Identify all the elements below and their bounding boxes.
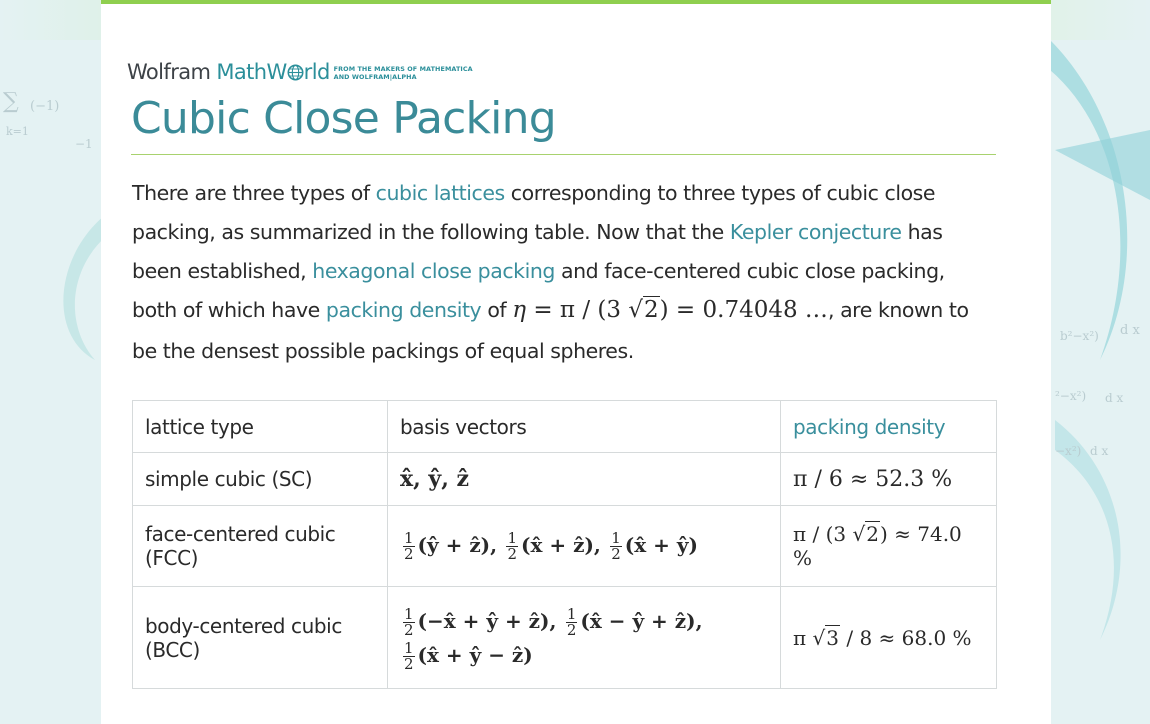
intro-text: , are known to	[827, 298, 969, 322]
header-basis-vectors: basis vectors	[388, 401, 781, 453]
density-text: ) ≈ 74.0 %	[793, 522, 962, 570]
fraction-denominator: 2	[404, 620, 414, 639]
sqrt-symbol: √3	[812, 625, 839, 650]
density-text: π / (3	[793, 522, 853, 546]
sqrt-radicand: 3	[826, 625, 839, 650]
intro-text: has	[901, 220, 943, 244]
brand-mathworld-part-b: rld	[303, 60, 330, 84]
fraction-numerator: 1	[611, 528, 621, 547]
fraction-half	[403, 604, 415, 639]
cell-lattice-type	[133, 506, 388, 587]
cubic-lattice-table	[132, 400, 997, 689]
table-row	[133, 506, 997, 587]
intro-text: and face-centered cubic close packing,	[554, 259, 945, 283]
density-text: / 8 ≈ 68.0 %	[840, 625, 972, 650]
lattice-type-text: face-centered cubic	[145, 522, 336, 546]
sqrt-symbol: √2	[628, 297, 659, 323]
intro-line-4	[132, 291, 998, 330]
article-card	[101, 0, 1051, 724]
equation-part: ) = 0.74048 …	[659, 297, 828, 323]
cell-lattice-type	[133, 453, 388, 506]
fraction-half	[403, 638, 415, 673]
fraction-half	[506, 528, 518, 563]
fraction-half	[403, 528, 415, 563]
table-header-row	[133, 401, 997, 453]
cell-lattice-type	[133, 587, 388, 689]
table-row	[133, 587, 997, 689]
page-title: Cubic Close Packing	[131, 93, 556, 144]
brand-mathworld-text	[216, 58, 329, 86]
fraction-numerator: 1	[404, 604, 414, 623]
svg-text:d x: d x	[1090, 444, 1109, 458]
cell-packing-density	[781, 506, 997, 587]
title-divider	[131, 154, 996, 155]
brand-wolfram-text: Wolfram	[127, 60, 211, 84]
site-logo[interactable]	[127, 58, 473, 86]
cell-basis-vectors	[388, 453, 781, 506]
link-hexagonal-close-packing[interactable]: hexagonal close packing	[312, 259, 555, 283]
fraction-denominator: 2	[507, 544, 518, 563]
fraction-denominator: 2	[404, 544, 414, 563]
cell-basis-vectors	[388, 506, 781, 587]
intro-line-5: be the densest possible packings of equal spheres.	[132, 339, 634, 363]
cell-packing-density	[781, 587, 997, 689]
fraction-denominator: 2	[566, 620, 577, 639]
cell-packing-density: π / 6 ≈ 52.3 %	[781, 453, 997, 506]
header-lattice-type: lattice type	[133, 401, 388, 453]
basis-vectors-text: x̂, ŷ, ẑ	[400, 466, 470, 492]
fraction-denominator: 2	[404, 654, 414, 673]
brand-mathworld-part-a: MathW	[216, 60, 287, 84]
intro-paragraph	[132, 174, 998, 371]
globe-icon	[287, 64, 304, 81]
fraction-half	[610, 528, 622, 563]
fraction-half	[566, 604, 578, 639]
basis-vector-text: (−x̂ + ŷ + ẑ),	[417, 608, 557, 633]
intro-line-3	[132, 252, 998, 291]
svg-text:−1: −1	[75, 137, 93, 151]
intro-line-1	[132, 174, 998, 213]
link-kepler-conjecture[interactable]: Kepler conjecture	[729, 220, 902, 244]
svg-text:d x: d x	[1120, 323, 1140, 338]
basis-vector-text: (ŷ + ẑ),	[417, 532, 498, 557]
lattice-type-text: body-centered cubic	[145, 613, 342, 638]
svg-text:d x: d x	[1105, 391, 1124, 405]
brand-tagline	[334, 66, 473, 81]
lattice-abbrev-text: (FCC)	[145, 546, 199, 570]
intro-text: corresponding to three types of cubic close	[504, 181, 936, 205]
intro-text: both of which have	[132, 298, 326, 322]
sqrt-symbol: √2	[852, 522, 879, 546]
svg-text:²−x²): ²−x²)	[1055, 389, 1087, 403]
link-packing-density[interactable]: packing density	[325, 298, 482, 322]
fraction-numerator: 1	[507, 528, 518, 547]
intro-text: of	[481, 298, 513, 322]
basis-vector-text: (x̂ + ŷ − ẑ)	[417, 642, 533, 667]
cell-basis-vectors	[388, 587, 781, 689]
intro-text: packing, as summarized in the following table. Now that the	[132, 220, 730, 244]
brand-tagline-line-2: AND WOLFRAM|ALPHA	[333, 72, 417, 81]
svg-text:b²−x²): b²−x²)	[1060, 329, 1099, 343]
header-packing-density-link[interactable]: packing density	[781, 401, 997, 453]
table-row	[133, 453, 997, 506]
svg-text:∑: ∑	[3, 89, 19, 114]
lattice-abbrev-text: (BCC)	[145, 637, 200, 662]
intro-line-2	[132, 213, 998, 252]
density-equation	[512, 297, 828, 323]
lattice-type-text: simple cubic (SC)	[145, 467, 313, 491]
link-cubic-lattices[interactable]: cubic lattices	[375, 181, 505, 205]
brand-tagline-line-1: FROM THE MAKERS OF MATHEMATICA	[333, 65, 473, 73]
svg-text:−x²): −x²)	[1055, 444, 1082, 458]
fraction-numerator: 1	[404, 528, 414, 547]
intro-text: There are three types of	[132, 181, 376, 205]
svg-text:(−1): (−1)	[30, 99, 60, 114]
sqrt-radicand: 2	[866, 522, 879, 546]
eta-symbol: η	[512, 297, 527, 323]
fraction-denominator: 2	[611, 544, 621, 563]
fraction-numerator: 1	[404, 638, 414, 657]
fraction-numerator: 1	[566, 604, 577, 623]
intro-text: been established,	[132, 259, 313, 283]
basis-vector-text: (x̂ + ŷ)	[624, 532, 698, 557]
sqrt-radicand: 2	[644, 297, 659, 323]
basis-vector-text: (x̂ + ẑ),	[521, 532, 601, 557]
density-text: π	[793, 625, 813, 650]
svg-text:k=1: k=1	[6, 125, 29, 138]
equation-part: = π / (3	[526, 297, 629, 323]
basis-vector-text: (x̂ − ŷ + ẑ),	[580, 608, 703, 633]
